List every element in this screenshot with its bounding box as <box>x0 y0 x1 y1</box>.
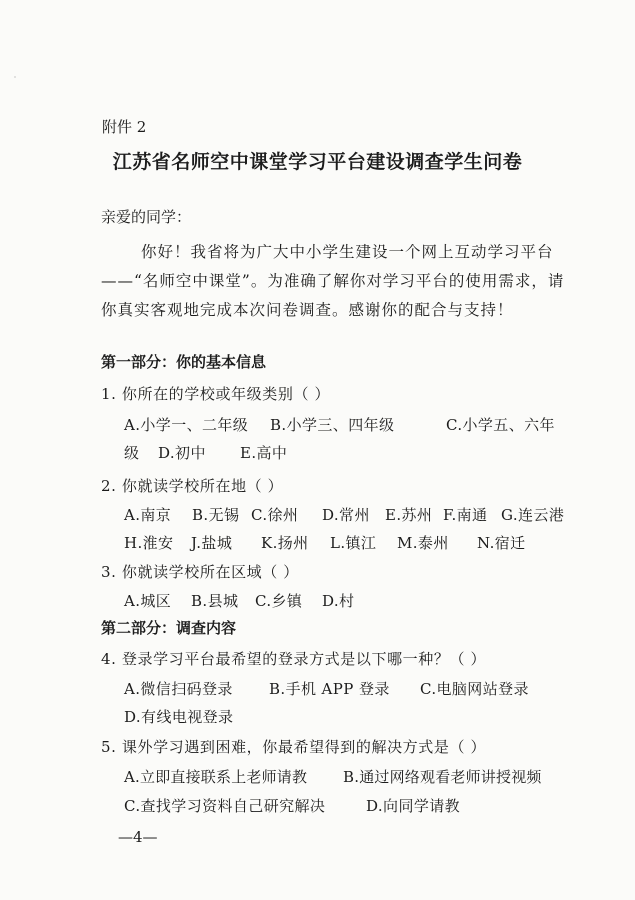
q1-option-b: B.小学三、四年级 <box>270 416 395 434</box>
q2-option-n: N.宿迁 <box>477 534 526 552</box>
q5-option-d: D.向同学请教 <box>366 797 461 815</box>
q2-option-f: F.南通 <box>443 506 488 524</box>
q1-option-e: E.高中 <box>240 444 288 462</box>
q2-option-g: G.连云港 <box>501 506 565 524</box>
q3-option-c: C.乡镇 <box>255 592 303 610</box>
question-3: 3. 你就读学校所在区域（ ） <box>101 563 299 581</box>
section-heading-part1: 第一部分：你的基本信息 <box>101 353 267 371</box>
q2-option-c: C.徐州 <box>251 506 299 524</box>
q4-option-a: A.微信扫码登录 <box>124 680 233 698</box>
page-number: —4— <box>118 828 158 846</box>
section-heading-part2: 第二部分：调查内容 <box>101 619 237 637</box>
q1-option-c-cont: 级 <box>124 444 140 462</box>
q3-option-d: D.村 <box>322 592 355 610</box>
q5-option-c: C.查找学习资料自己研究解决 <box>124 797 326 815</box>
question-1: 1. 你所在的学校或年级类别（ ） <box>101 385 331 403</box>
q2-option-e: E.苏州 <box>385 506 433 524</box>
q4-option-b: B.手机 APP 登录 <box>269 680 390 698</box>
scan-mark <box>14 76 16 78</box>
question-2: 2. 你就读学校所在地（ ） <box>101 477 284 495</box>
q5-option-a: A.立即直接联系上老师请教 <box>124 768 308 786</box>
document-title: 江苏省名师空中课堂学习平台建设调查学生问卷 <box>112 151 523 173</box>
intro-line-2: ——“名师空中课堂”。为准确了解你对学习平台的使用需求，请 <box>101 272 565 290</box>
q1-option-c: C.小学五、六年 <box>446 416 555 434</box>
intro-line-1: 你好！我省将为广大中小学生建设一个网上互动学习平台 <box>141 243 554 261</box>
question-5: 5. 课外学习遇到困难，你最希望得到的解决方式是（ ） <box>101 738 487 756</box>
q2-option-m: M.泰州 <box>397 534 449 552</box>
q2-option-a: A.南京 <box>124 506 172 524</box>
q2-option-k: K.扬州 <box>261 534 309 552</box>
q3-option-b: B.县城 <box>191 592 239 610</box>
q4-option-d: D.有线电视登录 <box>124 708 234 726</box>
q4-option-c: C.电脑网站登录 <box>420 680 529 698</box>
q1-option-d: D.初中 <box>158 444 206 462</box>
question-4: 4. 登录学习平台最希望的登录方式是以下哪一种？（ ） <box>101 650 487 668</box>
q2-option-j: J.盐城 <box>191 534 233 552</box>
q1-option-a: A.小学一、二年级 <box>124 416 249 434</box>
q2-option-b: B.无锡 <box>192 506 240 524</box>
greeting: 亲爱的同学： <box>101 208 192 226</box>
intro-line-3: 你真实客观地完成本次问卷调查。感谢你的配合与支持！ <box>101 301 514 319</box>
q3-option-a: A.城区 <box>124 592 172 610</box>
q2-option-d: D.常州 <box>322 506 370 524</box>
q2-option-h: H.淮安 <box>124 534 174 552</box>
attachment-label: 附件 2 <box>102 118 147 136</box>
q2-option-l: L.镇江 <box>330 534 377 552</box>
q5-option-b: B.通过网络观看老师讲授视频 <box>343 768 542 786</box>
